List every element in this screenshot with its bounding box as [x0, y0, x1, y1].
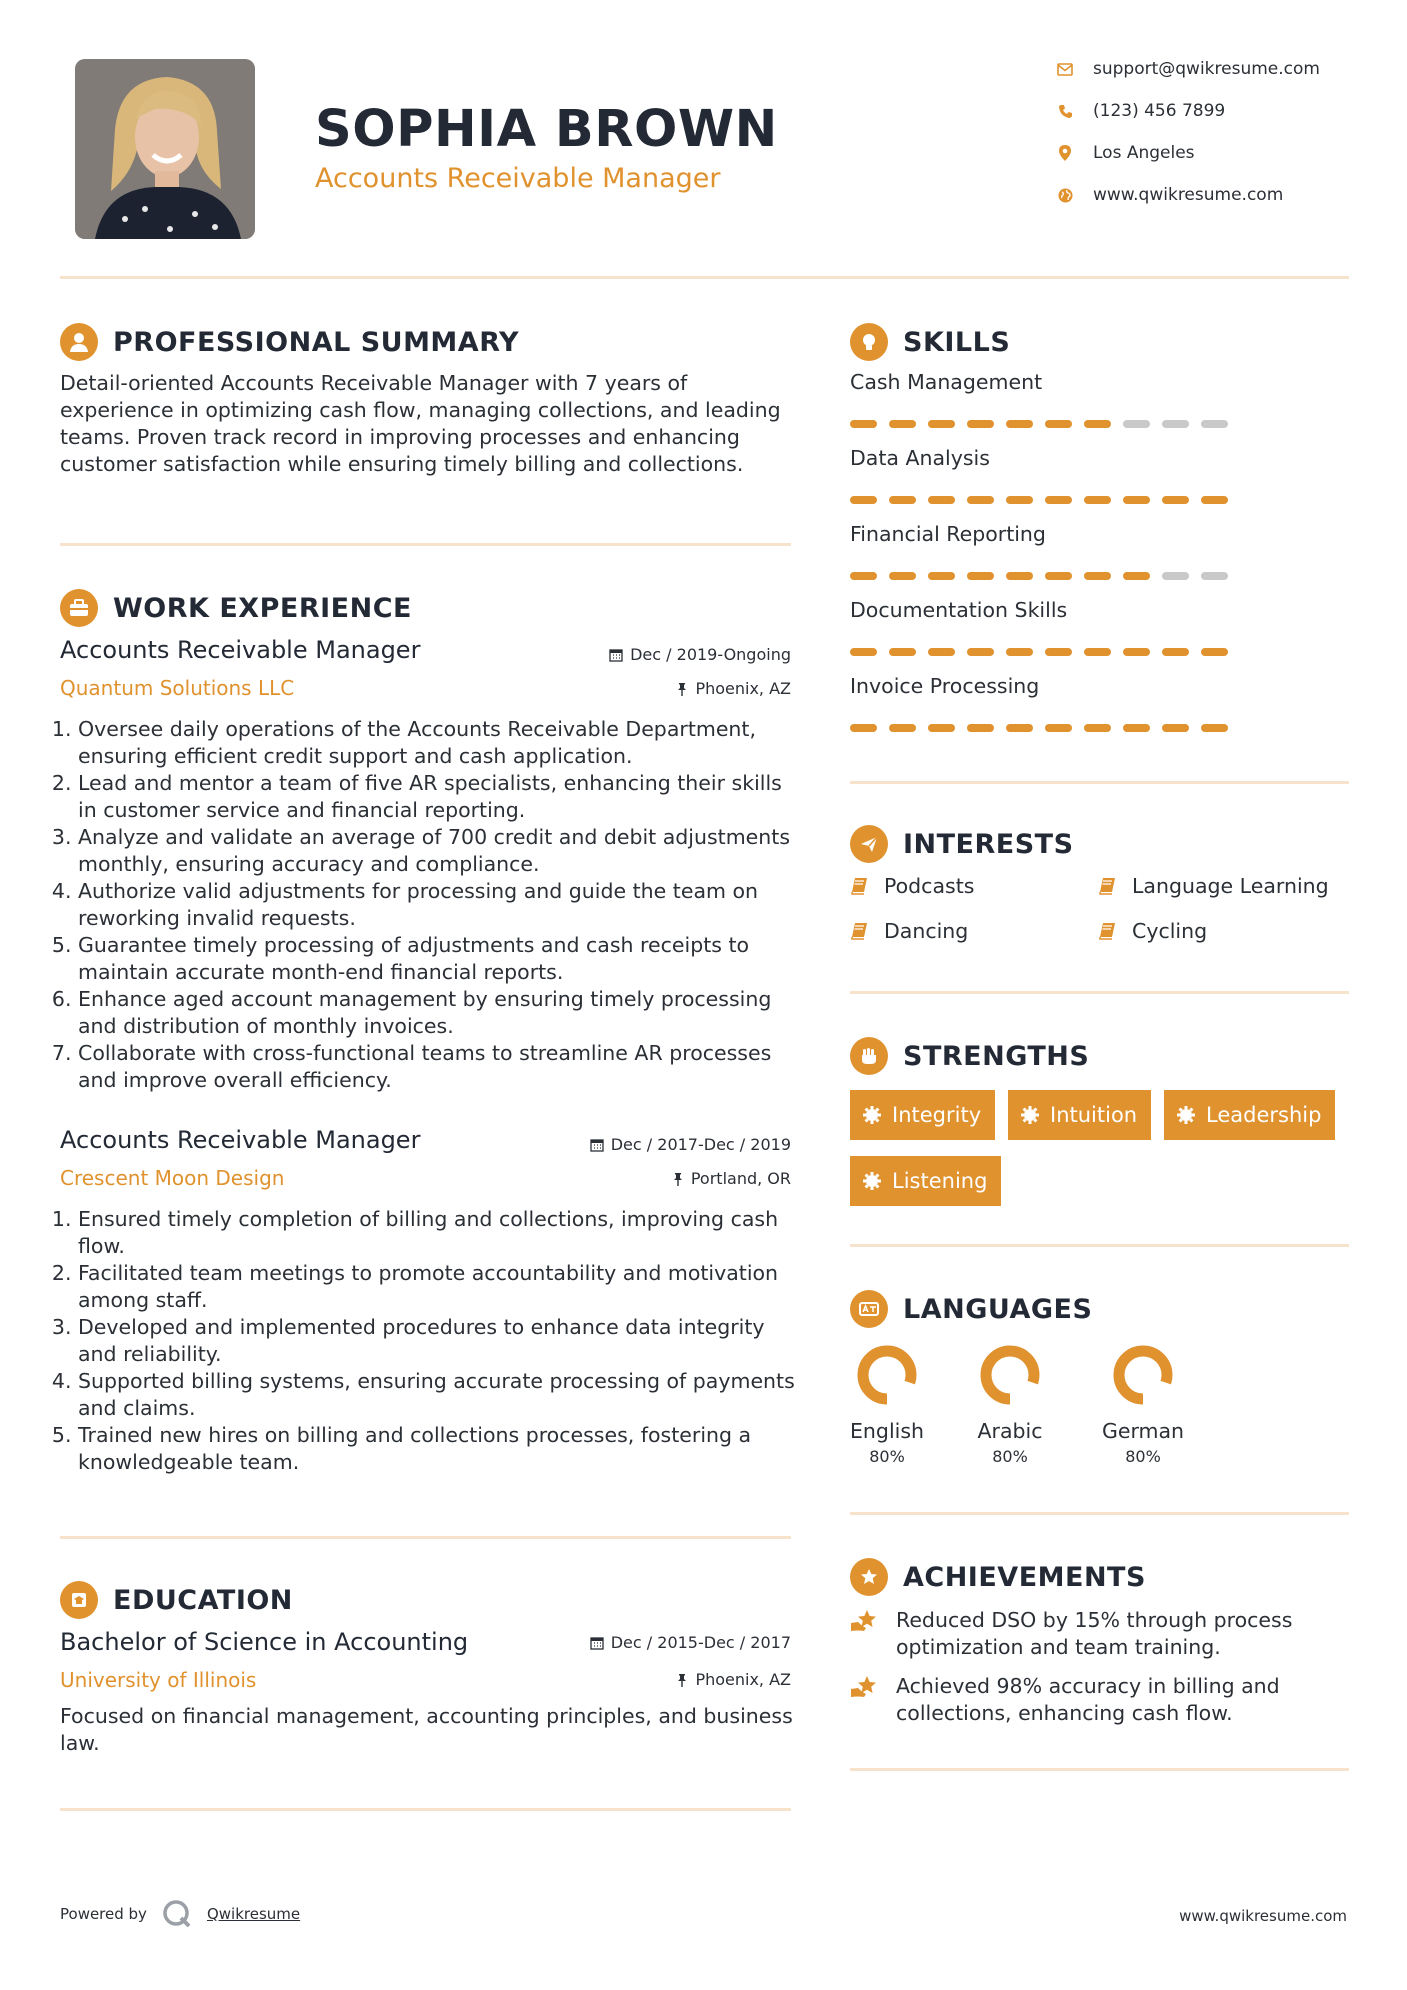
summary-heading — [60, 322, 519, 362]
language-name: German — [1101, 1419, 1185, 1443]
achievements-heading — [850, 1557, 1146, 1597]
skill-level-segment — [1084, 724, 1111, 732]
skill-level-segment — [1006, 648, 1033, 656]
job-date-text: Dec / 2019-Ongoing — [630, 645, 791, 664]
strength-badge — [1164, 1090, 1335, 1140]
skill-level-segment — [1201, 420, 1228, 428]
job-date — [590, 1135, 791, 1154]
job-location-text: Phoenix, AZ — [695, 679, 791, 698]
candidate-title: Accounts Receivable Manager — [315, 163, 721, 194]
education-heading — [60, 1580, 293, 1620]
skill-level-segment — [1162, 648, 1189, 656]
skill-level-segment — [1123, 496, 1150, 504]
language-progress-ring — [978, 1343, 1042, 1407]
skill-level-segment — [850, 724, 877, 732]
skill-level-segment — [1045, 724, 1072, 732]
job-duties — [60, 1206, 800, 1476]
list-item: 1. Ensured timely completion of billing and collections, improving cash flow. — [78, 1206, 800, 1260]
strength-badge — [850, 1090, 995, 1140]
achievement-text: Reduced DSO by 15% through process optimization and team training. — [896, 1608, 1293, 1659]
list-item: 4. Supported billing systems, ensuring accurate processing of payments and claims. — [78, 1368, 800, 1422]
list-item: 7. Collaborate with cross-functional teams to streamline AR processes and improve overall efficiency. — [78, 1040, 800, 1094]
skill-level-segment — [1006, 420, 1033, 428]
skill-level-segment — [1162, 420, 1189, 428]
skill-level-segment — [928, 572, 955, 580]
interest-label: Language Learning — [1132, 874, 1329, 898]
contact-location — [1055, 138, 1195, 168]
skill-level-segment — [1045, 648, 1072, 656]
calendar-icon — [590, 1138, 604, 1152]
skill-level-segment — [889, 648, 916, 656]
skill-level-segment — [967, 572, 994, 580]
achievements-divider — [850, 1768, 1349, 1771]
job-location — [672, 1169, 791, 1188]
achievements-heading-text: ACHIEVEMENTS — [903, 1561, 1146, 1593]
skills-heading-text: SKILLS — [903, 326, 1011, 358]
language-percent: 80% — [869, 1447, 905, 1466]
briefcase-icon — [60, 589, 98, 627]
language-item — [827, 1343, 947, 1466]
education-divider — [60, 1808, 791, 1811]
experience-heading — [60, 588, 412, 628]
education-date-text: Dec / 2015-Dec / 2017 — [610, 1633, 791, 1652]
phone-icon — [1055, 101, 1075, 121]
contact-location-text: Los Angeles — [1093, 143, 1195, 163]
trophy-icon — [850, 1558, 888, 1596]
contact-email-text[interactable]: support@qwikresume.com — [1093, 59, 1320, 79]
list-item: 2. Facilitated team meetings to promote accountability and motivation among staff. — [78, 1260, 800, 1314]
skill-level-segment — [1084, 648, 1111, 656]
skill-name: Cash Management — [850, 370, 1043, 394]
contact-website-text[interactable]: www.qwikresume.com — [1093, 185, 1284, 205]
skill-level-segment — [1084, 572, 1111, 580]
skill-level-segment — [1162, 572, 1189, 580]
book-icon — [1098, 921, 1118, 941]
paper-plane-icon — [850, 825, 888, 863]
skill-level-segment — [1045, 572, 1072, 580]
user-icon — [60, 323, 98, 361]
strength-label: Leadership — [1206, 1103, 1322, 1127]
globe-icon — [1055, 185, 1075, 205]
skill-level-bar — [850, 572, 1228, 580]
contact-phone-text: (123) 456 7899 — [1093, 101, 1226, 121]
skill-level-segment — [889, 420, 916, 428]
interests-heading — [850, 824, 1074, 864]
calendar-icon — [590, 1636, 604, 1650]
school-name: University of Illinois — [60, 1668, 257, 1692]
star-hand-icon — [850, 1609, 882, 1635]
language-item — [1083, 1343, 1203, 1466]
contact-email — [1055, 54, 1320, 84]
interest-item — [1098, 919, 1207, 943]
list-item: 3. Developed and implemented procedures to enhance data integrity and reliability. — [78, 1314, 800, 1368]
strengths-divider — [850, 1244, 1349, 1247]
experience-divider — [60, 1536, 791, 1539]
interest-item — [850, 919, 968, 943]
experience-heading-text: WORK EXPERIENCE — [113, 592, 412, 624]
book-icon — [850, 876, 870, 896]
cog-icon — [862, 1105, 882, 1125]
language-icon — [850, 1290, 888, 1328]
achievement-item — [850, 1607, 1320, 1661]
summary-text: Detail-oriented Accounts Receivable Manager with 7 years of experience in optimizing cash flow, managing collections, and leading teams. Proven track record in improving processes and enhancing customer satisfaction while ensuring timely billing and collections. — [60, 371, 781, 476]
skill-level-segment — [850, 648, 877, 656]
skills-heading — [850, 322, 1010, 362]
graduation-icon — [60, 1581, 98, 1619]
job-date — [609, 645, 791, 664]
skill-level-segment — [889, 496, 916, 504]
skill-level-segment — [1201, 572, 1228, 580]
job-duties — [60, 716, 800, 1094]
languages-heading — [850, 1289, 1092, 1329]
interest-label: Cycling — [1132, 919, 1208, 943]
skill-level-segment — [1123, 648, 1150, 656]
contact-website — [1055, 180, 1283, 210]
list-item: 5. Guarantee timely processing of adjustments and cash receipts to maintain accurate month-end financial reports. — [78, 932, 800, 986]
language-name: Arabic — [977, 1419, 1043, 1443]
education-heading-text: EDUCATION — [113, 1584, 293, 1616]
language-progress-ring — [1111, 1343, 1175, 1407]
job-title: Accounts Receivable Manager — [60, 1126, 421, 1154]
calendar-icon — [609, 648, 623, 662]
language-progress-ring — [855, 1343, 919, 1407]
interests-heading-text: INTERESTS — [903, 828, 1074, 860]
skill-level-segment — [1123, 420, 1150, 428]
skill-level-segment — [967, 420, 994, 428]
skill-level-segment — [1045, 420, 1072, 428]
skill-level-segment — [1006, 496, 1033, 504]
skill-level-segment — [850, 420, 877, 428]
skill-level-segment — [889, 724, 916, 732]
skill-level-segment — [928, 648, 955, 656]
strengths-heading-text: STRENGTHS — [903, 1040, 1090, 1072]
skill-level-segment — [1162, 496, 1189, 504]
interest-label: Podcasts — [884, 874, 975, 898]
job-location — [676, 679, 791, 698]
skill-name: Invoice Processing — [850, 674, 1040, 698]
strength-label: Listening — [892, 1169, 988, 1193]
achievement-item — [850, 1673, 1320, 1727]
interest-item — [850, 874, 974, 898]
skill-level-bar — [850, 724, 1228, 732]
skills-divider — [850, 781, 1349, 784]
degree-title: Bachelor of Science in Accounting — [60, 1628, 469, 1656]
list-item: 6. Enhance aged account management by ensuring timely processing and distribution of monthly invoices. — [78, 986, 800, 1040]
cog-icon — [1176, 1105, 1196, 1125]
list-item: 2. Lead and mentor a team of five AR specialists, enhancing their skills in customer service and financial reporting. — [78, 770, 800, 824]
list-item: 1. Oversee daily operations of the Accounts Receivable Department, ensuring efficient credit support and cash application. — [78, 716, 800, 770]
languages-divider — [850, 1512, 1349, 1515]
education-date — [590, 1633, 791, 1652]
language-item — [950, 1343, 1070, 1466]
skill-level-segment — [967, 648, 994, 656]
header-divider — [60, 276, 1349, 279]
skill-level-segment — [1162, 724, 1189, 732]
skill-level-bar — [850, 648, 1228, 656]
skill-level-segment — [928, 420, 955, 428]
company-name: Crescent Moon Design — [60, 1166, 285, 1190]
skill-level-bar — [850, 420, 1228, 428]
summary-heading-text: PROFESSIONAL SUMMARY — [113, 326, 520, 358]
skill-level-segment — [1201, 648, 1228, 656]
education-location — [676, 1670, 791, 1689]
book-icon — [1098, 876, 1118, 896]
skill-level-segment — [1006, 572, 1033, 580]
strength-badge — [850, 1156, 1001, 1206]
interest-label: Dancing — [884, 919, 969, 943]
fist-icon — [850, 1037, 888, 1075]
lightbulb-icon — [850, 323, 888, 361]
book-icon — [850, 921, 870, 941]
job-title: Accounts Receivable Manager — [60, 636, 421, 664]
skill-level-segment — [1201, 724, 1228, 732]
strength-badge — [1008, 1090, 1151, 1140]
skill-level-segment — [928, 724, 955, 732]
interest-item — [1098, 874, 1329, 898]
envelope-icon — [1055, 59, 1075, 79]
pushpin-icon — [676, 1673, 688, 1687]
pushpin-icon — [676, 682, 688, 696]
list-item: 4. Authorize valid adjustments for processing and guide the team on reworking invalid requests. — [78, 878, 800, 932]
strength-label: Integrity — [892, 1103, 982, 1127]
skill-name: Documentation Skills — [850, 598, 1068, 622]
cog-icon — [862, 1171, 882, 1191]
skill-level-segment — [1045, 496, 1072, 504]
skill-level-segment — [850, 572, 877, 580]
education-description: Focused on financial management, accounting principles, and business law. — [60, 1704, 793, 1755]
footer-powered-by — [60, 1898, 300, 1930]
language-percent: 80% — [1125, 1447, 1161, 1466]
cog-icon — [1020, 1105, 1040, 1125]
summary-divider — [60, 543, 791, 546]
star-hand-icon — [850, 1675, 882, 1701]
skill-name: Financial Reporting — [850, 522, 1046, 546]
skill-level-segment — [1123, 724, 1150, 732]
achievement-text: Achieved 98% accuracy in billing and collections, enhancing cash flow. — [896, 1674, 1280, 1725]
language-name: English — [849, 1419, 925, 1443]
language-percent: 80% — [992, 1447, 1028, 1466]
pushpin-icon — [672, 1172, 684, 1186]
strength-label: Intuition — [1050, 1103, 1138, 1127]
skill-level-segment — [967, 724, 994, 732]
skill-level-segment — [889, 572, 916, 580]
skill-level-segment — [967, 496, 994, 504]
candidate-name: SOPHIA BROWN — [315, 100, 778, 159]
footer-website[interactable]: www.qwikresume.com — [1179, 1907, 1347, 1925]
profile-photo — [75, 59, 255, 239]
strengths-heading — [850, 1036, 1089, 1076]
skill-level-segment — [1123, 572, 1150, 580]
contact-phone — [1055, 96, 1225, 126]
interests-divider — [850, 991, 1349, 994]
job-date-text: Dec / 2017-Dec / 2019 — [610, 1135, 791, 1154]
skill-name: Data Analysis — [850, 446, 990, 470]
skill-level-segment — [850, 496, 877, 504]
education-location-text: Phoenix, AZ — [695, 1670, 791, 1689]
skill-level-segment — [1201, 496, 1228, 504]
skill-level-segment — [1084, 420, 1111, 428]
skill-level-segment — [1084, 496, 1111, 504]
qwikresume-logo-icon — [161, 1898, 193, 1930]
location-pin-icon — [1055, 143, 1075, 163]
job-location-text: Portland, OR — [690, 1169, 791, 1188]
skill-level-bar — [850, 496, 1228, 504]
company-name: Quantum Solutions LLC — [60, 676, 295, 700]
skill-level-segment — [928, 496, 955, 504]
languages-heading-text: LANGUAGES — [903, 1293, 1093, 1325]
qwikresume-link[interactable]: Qwikresume — [206, 1905, 301, 1923]
powered-by-text: Powered by — [60, 1905, 147, 1923]
list-item: 5. Trained new hires on billing and collections processes, fostering a knowledgeable team. — [78, 1422, 800, 1476]
skill-level-segment — [1006, 724, 1033, 732]
list-item: 3. Analyze and validate an average of 700 credit and debit adjustments monthly, ensuring accuracy and compliance. — [78, 824, 800, 878]
